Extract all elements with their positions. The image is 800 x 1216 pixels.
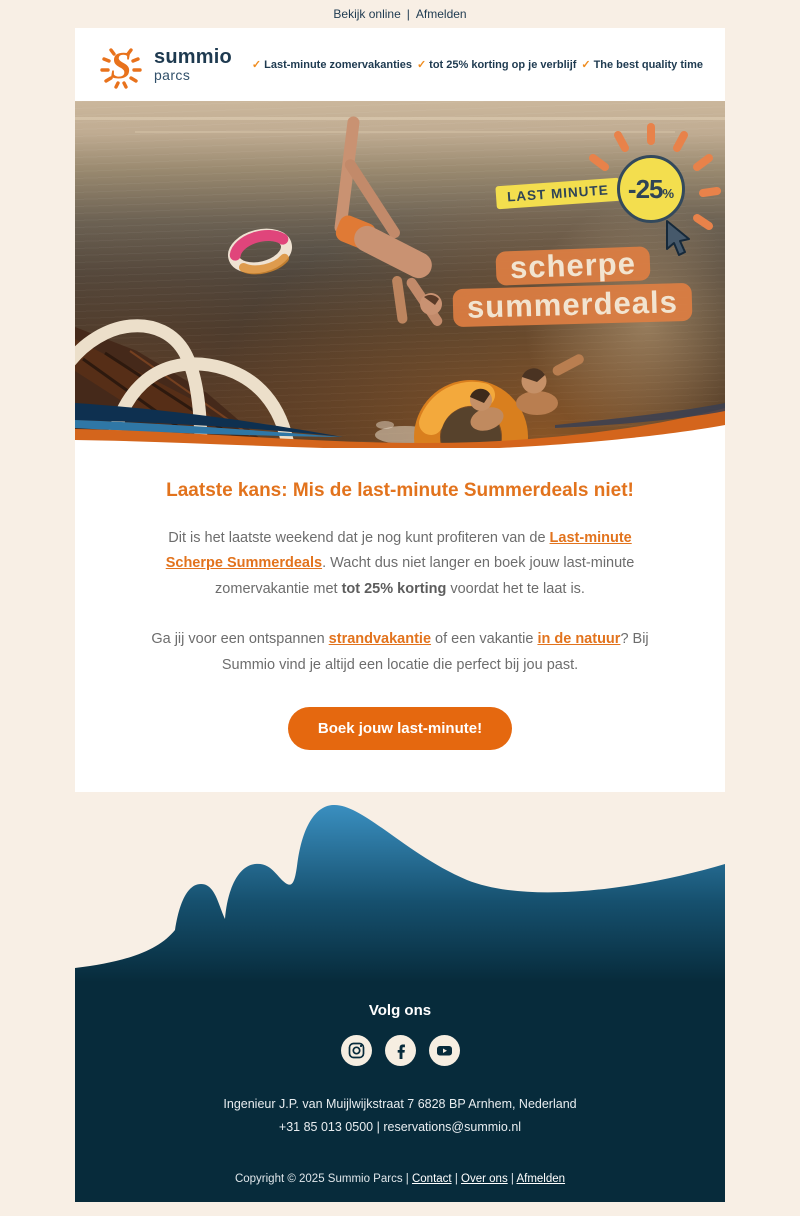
- follow-heading: Volg ons: [368, 1001, 432, 1019]
- p1-text: Dit is het laatste weekend dat je nog kunt profiteren van de: [168, 529, 550, 546]
- footer-wave: [75, 792, 725, 982]
- topbar-separator: |: [406, 7, 410, 21]
- preheader-bar: [0, 0, 800, 28]
- hero-tagline-line2: summerdeals: [453, 283, 693, 327]
- youtube-button[interactable]: [429, 1035, 460, 1066]
- copyright-line: [115, 1173, 685, 1185]
- email-footer: [75, 982, 725, 1202]
- svg-text:S: S: [110, 44, 132, 87]
- usp-label: The best quality time: [593, 59, 703, 71]
- p2-text: Ga jij voor een ontspannen: [151, 631, 329, 648]
- footer-unsubscribe-link[interactable]: Afmelden: [516, 1173, 566, 1186]
- youtube-icon: [436, 1042, 453, 1059]
- book-last-minute-button[interactable]: Boek jouw last-minute!: [288, 707, 512, 750]
- discount-value: -25: [627, 173, 663, 204]
- email-body: [75, 28, 725, 1202]
- pink-swim-ring: [230, 229, 291, 276]
- usp-label: tot 25% korting op je verblijf: [429, 59, 577, 71]
- view-online-link[interactable]: Bekijk online: [333, 7, 401, 21]
- contact-link[interactable]: Contact: [411, 1173, 452, 1186]
- usp-label: Last-minute zomervakanties: [264, 59, 413, 71]
- summio-sun-logo-icon: [97, 40, 145, 90]
- contact-line: [115, 1116, 685, 1140]
- p2-text: of een vakantie: [431, 631, 538, 648]
- email-address[interactable]: reservations@summio.nl: [383, 1120, 522, 1135]
- wave-shape: [75, 792, 725, 982]
- instagram-icon: [348, 1042, 365, 1059]
- unsubscribe-link[interactable]: Afmelden: [415, 7, 467, 21]
- brand-wordmark: [154, 47, 232, 82]
- brand-name: summio: [154, 46, 232, 68]
- social-links: [115, 1035, 685, 1066]
- postal-address: Ingenieur J.P. van Muijlwijkstraat 7 6828 BP Arnhem, Nederland: [223, 1096, 577, 1111]
- instagram-button[interactable]: [341, 1035, 372, 1066]
- hero-tagline-line1: scherpe: [495, 246, 650, 285]
- email-header: [75, 28, 725, 101]
- footer-address-block: [115, 1093, 685, 1141]
- discount-badge: [617, 155, 685, 223]
- p1-text: voordat het te laat is.: [446, 581, 585, 598]
- jumping-person: [333, 116, 444, 328]
- phone-number: +31 85 013 0500: [278, 1120, 374, 1135]
- brand-logo[interactable]: [97, 40, 232, 90]
- copy-separator: |: [454, 1173, 458, 1186]
- bottom-spacer: [0, 1202, 800, 1216]
- paragraph-2: [141, 627, 659, 679]
- contact-separator: |: [376, 1120, 380, 1135]
- summerdeals-link[interactable]: Last-minute Scherpe Summerdeals: [165, 529, 632, 572]
- facebook-icon: [392, 1042, 409, 1059]
- header-usp-list: [252, 58, 703, 71]
- beach-holiday-link[interactable]: strandvakantie: [328, 631, 432, 648]
- nature-link[interactable]: in de natuur: [537, 631, 621, 648]
- p2-text: ? Bij Summio vind je altijd een locatie die perfect bij jou past.: [221, 631, 649, 673]
- copy-separator: |: [405, 1173, 409, 1186]
- last-minute-badge: LAST MINUTE: [495, 178, 620, 210]
- check-icon: ✓: [251, 59, 262, 71]
- usp-item-quality: [581, 58, 703, 71]
- p1-text: . Wacht dus niet langer en boek jouw last-minute zomervakantie met: [215, 555, 635, 598]
- about-us-link[interactable]: Over ons: [461, 1173, 508, 1186]
- copy-separator: |: [510, 1173, 514, 1186]
- check-icon: ✓: [581, 59, 591, 71]
- copyright-text: Copyright © 2025 Summio Parcs: [234, 1173, 403, 1186]
- main-content: [75, 448, 725, 792]
- facebook-button[interactable]: [385, 1035, 416, 1066]
- usp-item-last-minute: [252, 58, 412, 71]
- usp-item-discount: [417, 58, 577, 71]
- check-icon: ✓: [416, 59, 427, 71]
- p1-bold-discount: tot 25% korting: [341, 581, 447, 598]
- discount-unit: %: [662, 185, 675, 201]
- brand-subname: parcs: [154, 67, 191, 83]
- hero-image: [75, 101, 725, 448]
- headline: Laatste kans: Mis de last-minute Summerdeals niet!: [166, 480, 634, 501]
- cursor-arrow-icon: [663, 219, 699, 259]
- paragraph-1: [141, 526, 659, 603]
- hero-bottom-swoosh: [75, 395, 725, 448]
